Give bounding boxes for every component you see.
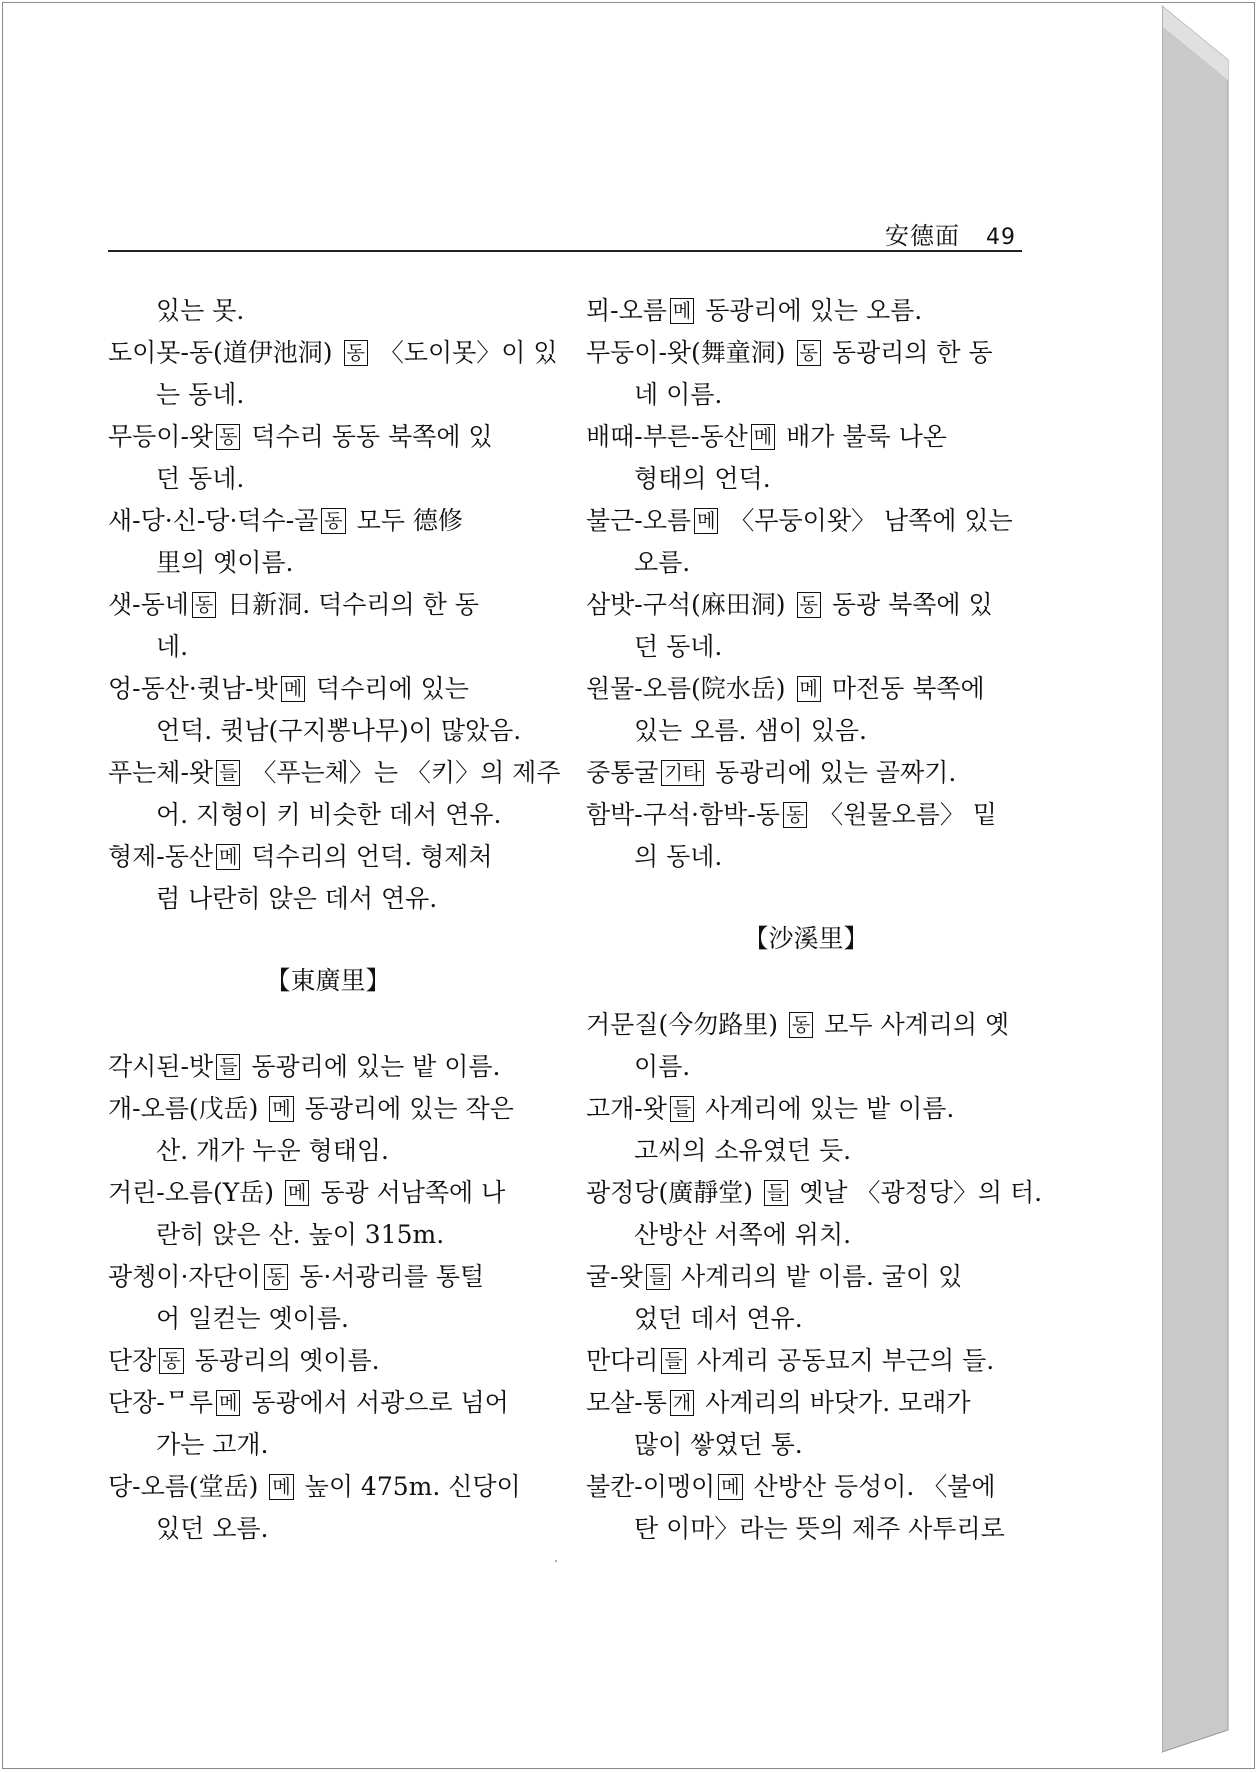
entry-text: 함박-구석·함박-동: [586, 800, 780, 829]
entry-text: 배가 불룩 나온: [778, 422, 947, 451]
category-box: 메: [694, 508, 718, 534]
entry-text: 새-당·신-당·덕수-골: [108, 506, 319, 535]
dictionary-entry: [586, 584, 1026, 668]
category-box: 메: [281, 676, 305, 702]
entry-text: 네.: [156, 632, 189, 661]
dictionary-entry: [108, 1466, 548, 1550]
entry-headword-line: [108, 1172, 548, 1214]
entry-text: 형태의 언덕.: [634, 464, 771, 493]
entry-text: 럼 나란히 앉은 데서 연유.: [156, 884, 438, 913]
dictionary-entry: [586, 1466, 1026, 1550]
entry-continuation-line: [586, 710, 1026, 752]
entry-text: 란히 앉은 산. 높이 315m.: [156, 1220, 445, 1249]
entry-text: 덕수리 동동 북쪽에 있: [243, 422, 493, 451]
dictionary-entry: [108, 332, 558, 416]
category-box: 들: [646, 1264, 670, 1290]
category-box: 들: [670, 1096, 694, 1122]
category-box: 메: [797, 676, 821, 702]
dictionary-entry: [586, 1004, 1026, 1088]
dictionary-entry: [108, 500, 548, 584]
entry-text: 동광리에 있는 골짜기.: [707, 758, 957, 787]
entry-text: 日新洞. 덕수리의 한 동: [219, 590, 479, 619]
category-box: 들: [661, 1348, 685, 1374]
entry-continuation-line: [586, 1046, 1026, 1088]
entry-text: 덕수리의 언덕. 형제처: [243, 842, 493, 871]
entry-text: 당-오름(堂岳): [108, 1472, 267, 1501]
entry-text: 동·서광리를 통털: [291, 1262, 485, 1291]
entry-text: 오름.: [634, 548, 691, 577]
entry-text: 중통굴: [586, 758, 659, 787]
entry-continuation-line: [108, 794, 548, 836]
entry-headword-line: [108, 1466, 548, 1508]
entry-text: 사계리의 바닷가. 모래가: [697, 1388, 971, 1417]
entry-headword-line: [108, 1256, 548, 1298]
dictionary-entry: [108, 1340, 548, 1382]
entry-text: 광정당(廣靜堂): [586, 1178, 761, 1207]
entry-text: 던 동네.: [156, 464, 245, 493]
entry-headword-line: [586, 668, 1026, 710]
entry-continuation-line: [586, 458, 1026, 500]
entry-text: 동광 북쪽에 있: [823, 590, 993, 619]
category-box: 동: [797, 592, 821, 618]
entry-continuation-line: [108, 1214, 548, 1256]
entry-continuation-line: [108, 458, 548, 500]
category-box: 동: [344, 340, 368, 366]
entry-text: 뫼-오름: [586, 296, 667, 325]
dictionary-entry: [586, 1088, 1026, 1172]
entry-headword-line: [108, 1382, 548, 1424]
entry-text: 무둥이-왓(舞童洞): [586, 338, 794, 367]
entry-headword-line: [586, 1172, 1043, 1214]
entry-text: 네 이름.: [634, 380, 723, 409]
entry-text: 불칸-이멩이: [586, 1472, 716, 1501]
entry-headword-line: [586, 584, 1026, 626]
entry-headword-line: [108, 416, 548, 458]
entry-continuation-line: [586, 374, 1026, 416]
page-speck: [555, 1560, 557, 1562]
category-box: 메: [269, 1096, 293, 1122]
entry-text: 산방산 서쪽에 위치.: [634, 1220, 852, 1249]
page-number: 49: [986, 225, 1016, 250]
left-column: [108, 290, 561, 1550]
entry-headword-line: [586, 1382, 1026, 1424]
dictionary-entry: [586, 290, 1026, 332]
entry-continuation-line: [108, 374, 548, 416]
entry-continuation-line: [108, 1508, 548, 1550]
category-box: 들: [764, 1180, 788, 1206]
entry-text: 사계리에 있는 밭 이름.: [697, 1094, 955, 1123]
entry-text: 원물-오름(院水岳): [586, 674, 794, 703]
entry-headword-line: [586, 416, 1026, 458]
dictionary-entry: [586, 668, 1026, 752]
category-box: 기타: [661, 760, 704, 786]
entry-headword-line: [586, 1256, 1026, 1298]
entry-text: 만다리: [586, 1346, 659, 1375]
entry-text: 〈무둥이왓〉 남쪽에 있는: [721, 506, 1013, 535]
entry-text: 있는 오름. 샘이 있음.: [634, 716, 867, 745]
entry-text: 동광에서 서광으로 넘어: [243, 1388, 509, 1417]
header-title: 安德面: [885, 222, 960, 250]
category-box: 메: [751, 424, 775, 450]
entry-text: 산방산 등성이. 〈불에: [745, 1472, 996, 1501]
category-box: 동: [159, 1348, 183, 1374]
entry-text: 불근-오름: [586, 506, 692, 535]
entry-headword-line: [586, 1004, 1026, 1046]
entry-text: 모살-통: [586, 1388, 667, 1417]
entry-text: 배때-부른-동산: [586, 422, 748, 451]
section-heading: 【沙溪里】: [743, 924, 869, 953]
entry-text: 단장: [108, 1346, 157, 1375]
category-box: 개: [670, 1390, 694, 1416]
dictionary-entry: [586, 500, 1026, 584]
running-header: [108, 210, 1022, 252]
entry-text: 산. 개가 누운 형태임.: [156, 1136, 389, 1165]
entry-continuation-line: [586, 1130, 1026, 1172]
entry-headword-line: [108, 836, 548, 878]
entry-text: 언덕. 큇남(구지뽕나무)이 많았음.: [156, 716, 522, 745]
category-box: 들: [216, 760, 240, 786]
entry-text: 옛날 〈광정당〉의 터.: [791, 1178, 1043, 1207]
entry-text: 모두 사계리의 옛: [816, 1010, 1010, 1039]
entry-text: 〈푸는체〉는 〈키〉의 제주: [243, 758, 561, 787]
entry-text: 가는 고개.: [156, 1430, 269, 1459]
entry-text: 사계리의 밭 이름. 굴이 있: [673, 1262, 963, 1291]
entry-text: 동광리에 있는 오름.: [697, 296, 923, 325]
entry-continuation-line: [108, 878, 548, 920]
category-box: 메: [670, 298, 694, 324]
dictionary-entry: [586, 416, 1026, 500]
category-box: 동: [264, 1264, 288, 1290]
entry-headword-line: [108, 1340, 548, 1382]
entry-text: 고씨의 소유였던 듯.: [634, 1136, 852, 1165]
entry-text: 는 동네.: [156, 380, 245, 409]
dictionary-entry: [586, 1256, 1026, 1340]
category-box: 동: [789, 1012, 813, 1038]
entry-text: 굴-왓: [586, 1262, 643, 1291]
entry-headword-line: [108, 500, 548, 542]
entry-text: 어. 지형이 키 비슷한 데서 연유.: [156, 800, 502, 829]
entry-headword-line: [586, 290, 1026, 332]
entry-text: 형제-동산: [108, 842, 214, 871]
category-box: 메: [216, 1390, 240, 1416]
dictionary-entry: [586, 332, 1026, 416]
entry-continuation-line: [586, 542, 1026, 584]
dictionary-entry: [108, 1172, 548, 1256]
entry-text: 〈도이못〉이 있: [370, 338, 558, 367]
entry-text: 마전동 북쪽에: [823, 674, 985, 703]
entry-text: 모두 德修: [348, 506, 463, 535]
dictionary-entry: [108, 1088, 548, 1172]
entry-headword-line: [586, 332, 1026, 374]
entry-text: 푸는체-왓: [108, 758, 214, 787]
entry-text: 동광리에 있는 밭 이름.: [243, 1052, 501, 1081]
entry-headword-line: [586, 1088, 1026, 1130]
entry-text: 동광리의 한 동: [823, 338, 993, 367]
entry-continuation-line: [586, 626, 1026, 668]
entry-text: 있는 못.: [156, 296, 245, 325]
entry-continuation-line: [108, 1298, 548, 1340]
dictionary-entry: [108, 1046, 548, 1088]
entry-text: 이름.: [634, 1052, 691, 1081]
entry-text: 탄 이마〉라는 뜻의 제주 사투리로: [634, 1514, 1005, 1543]
category-box: 메: [269, 1474, 293, 1500]
dictionary-entry: [108, 1256, 548, 1340]
dictionary-entry: [586, 1172, 1043, 1256]
entry-text: 동광리의 옛이름.: [186, 1346, 380, 1375]
entry-continuation-line: [108, 710, 548, 752]
entry-text: 샛-동네: [108, 590, 189, 619]
entry-headword-line: [586, 1340, 1026, 1382]
entry-continuation-line: [108, 1424, 548, 1466]
dictionary-entry: [586, 1382, 1026, 1466]
category-box: 메: [718, 1474, 742, 1500]
entry-headword-line: [108, 668, 548, 710]
dictionary-entry: [108, 752, 561, 836]
entry-text: 삼밧-구석(麻田洞): [586, 590, 794, 619]
entry-text: 거린-오름(Y岳): [108, 1178, 283, 1207]
entry-headword-line: [108, 332, 558, 374]
right-column: [586, 290, 1043, 1550]
dictionary-entry: [586, 794, 1026, 878]
entry-text: 있던 오름.: [156, 1514, 269, 1543]
entry-text: 무등이-왓: [108, 422, 214, 451]
dictionary-entry: [108, 668, 548, 752]
entry-text: 〈원물오름〉 밑: [810, 800, 997, 829]
entry-continuation-line: [108, 626, 548, 668]
entry-headword-line: [108, 1088, 548, 1130]
entry-continuation-line: [586, 1508, 1026, 1550]
entry-headword-line: [586, 752, 1026, 794]
section-heading: 【東廣里】: [265, 966, 391, 995]
header-text: [885, 216, 1016, 251]
category-box: 들: [216, 1054, 240, 1080]
entry-text: 도이못-동(道伊池洞): [108, 338, 341, 367]
category-box: 동: [321, 508, 345, 534]
entry-headword-line: [108, 584, 548, 626]
entry-headword-line: [586, 500, 1026, 542]
entry-headword-line: [586, 794, 1026, 836]
entry-text: 동광리에 있는 작은: [296, 1094, 514, 1123]
entry-text: 사계리 공동묘지 부근의 들.: [688, 1346, 995, 1375]
entry-text: 고개-왓: [586, 1094, 667, 1123]
category-box: 메: [216, 844, 240, 870]
entry-text: 거문질(今勿路里): [586, 1010, 786, 1039]
entry-continuation-line: [586, 1424, 1026, 1466]
entry-text: 덕수리에 있는: [308, 674, 469, 703]
dictionary-entry: [108, 836, 548, 920]
dictionary-entry: [108, 584, 548, 668]
dictionary-entry: [108, 1382, 548, 1466]
dictionary-entry: [108, 416, 548, 500]
dictionary-entry: [586, 752, 1026, 794]
dictionary-entry: [108, 290, 548, 332]
dictionary-entry: [586, 1340, 1026, 1382]
entry-text: 단장-ᄆ루: [108, 1388, 214, 1417]
entry-text: 었던 데서 연유.: [634, 1304, 803, 1333]
category-box: 메: [285, 1180, 309, 1206]
entry-headword-line: [108, 1046, 548, 1088]
entry-continuation-line: [586, 836, 1026, 878]
category-box: 동: [783, 802, 807, 828]
entry-text: 里의 옛이름.: [156, 548, 294, 577]
category-box: 동: [797, 340, 821, 366]
entry-continuation-line: [586, 1214, 1026, 1256]
entry-text: 각시된-밧: [108, 1052, 214, 1081]
entry-continuation-line: [108, 542, 548, 584]
entry-continuation-line: [586, 1298, 1026, 1340]
entry-headword-line: [586, 1466, 1026, 1508]
entry-continuation-line: [108, 290, 548, 332]
entry-text: 어 일컫는 옛이름.: [156, 1304, 349, 1333]
entry-text: 광쳉이·자단이: [108, 1262, 261, 1291]
entry-text: 의 동네.: [634, 842, 723, 871]
category-box: 동: [216, 424, 240, 450]
entry-text: 엉-동산·큇남-밧: [108, 674, 278, 703]
entry-headword-line: [108, 752, 561, 794]
entry-text: 개-오름(戊岳): [108, 1094, 267, 1123]
entry-text: 던 동네.: [634, 632, 723, 661]
entry-text: 동광 서남쪽에 나: [312, 1178, 506, 1207]
entry-text: 높이 475m. 신당이: [296, 1472, 521, 1501]
entry-text: 많이 쌓였던 통.: [634, 1430, 803, 1459]
entry-continuation-line: [108, 1130, 548, 1172]
category-box: 동: [192, 592, 216, 618]
